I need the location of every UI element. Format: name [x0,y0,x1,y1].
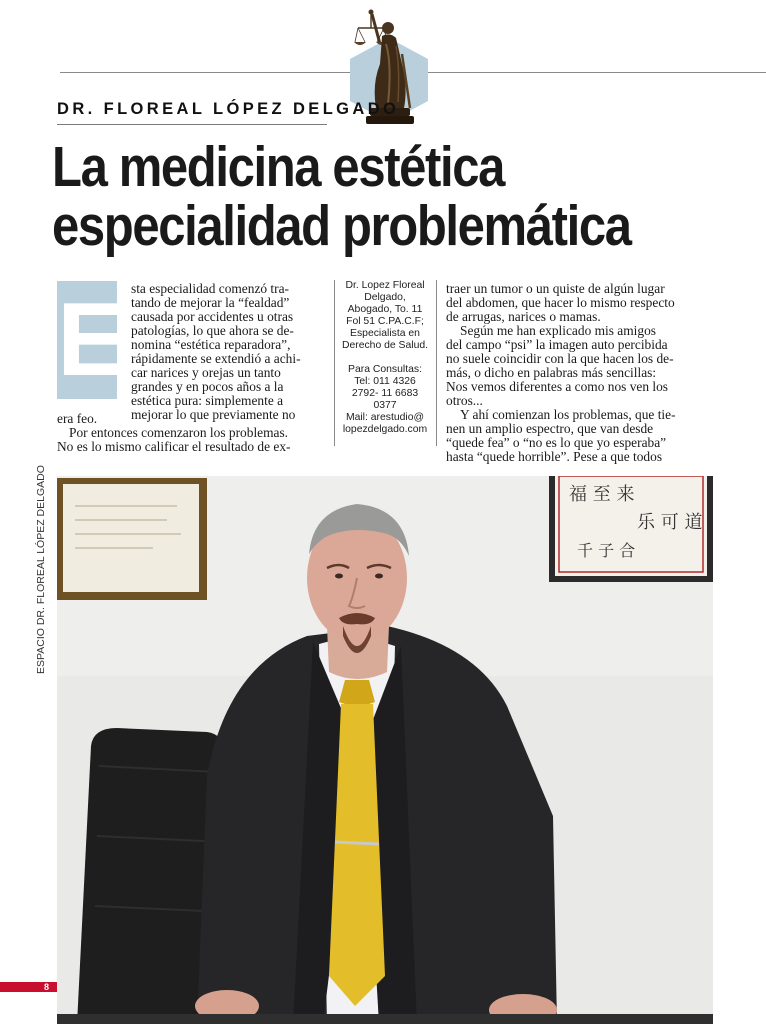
article-line: Y ahí comienzan los problemas, que tie- [460,407,676,422]
sidebar-line: Para Consultas: [348,364,422,375]
sidebar-line: Fol 51 C.PA.C.F; [346,316,424,327]
article-line: grandes y en pocos años a la [131,379,284,394]
article-line: Según me han explicado mis amigos [460,323,656,338]
page-number: 8 [44,982,50,992]
article-line: nomina “estética reparadora”, [131,337,291,352]
sidebar-line: 2792- 11 6683 [351,388,419,399]
article-line: sta especialidad comenzó tra- [131,281,290,296]
svg-text:乐 可 道: 乐 可 道 [637,512,703,533]
headline [52,135,631,258]
column-divider-right [436,280,437,446]
article-line: del campo “psi” la imagen auto percibida [446,337,668,352]
sidebar-line: Especialista en [350,328,420,339]
article-line: tando de mejorar la “fealdad” [131,295,290,310]
article-line: estética pura: simplemente a [131,393,284,408]
article-line: otros... [446,393,483,408]
article-line: hasta “quede horrible”. Pese a que todos [446,449,663,464]
article-line: nen un amplio espectro, que van desde [446,421,654,436]
sidebar-line: Mail: arestudio@ [345,412,425,423]
sidebar-line: Delgado, [364,292,406,303]
article-line: traer un tumor o un quiste de algún lugar [446,281,665,296]
article-line: No es lo mismo calificar el resultado de ex- [57,439,291,454]
article-line: de arrugas, narices o mamas. [446,309,601,324]
sidebar-line: lopezdelgado.com [342,424,428,435]
sidebar-line: Derecho de Salud. [341,340,429,351]
header-rule-left [60,72,352,73]
headline-line: especialidad problemática [52,194,631,258]
sidebar-gap [334,352,436,364]
sidebar-line: Tel: 011 4326 [354,376,416,387]
headline-line: La medicina estética [52,135,505,199]
portrait-photo [57,476,713,1024]
portrait-illustration [57,476,713,1024]
sidebar-line: Dr. Lopez Floreal [345,280,425,291]
svg-text:福 至 来: 福 至 来 [569,484,635,505]
author-sidebar [334,280,436,436]
sidebar-line: Abogado, To. 11 [347,304,423,315]
article-line: mejorar lo que previamente no [131,407,296,422]
author-underline [57,124,327,125]
article-line: no suele coincidir con la que hacen los de- [446,351,674,366]
section-side-label: ESPACIO DR. FLOREAL LÓPEZ DELGADO [35,465,47,674]
article-line: car narices y orejas un tanto [131,365,281,380]
article-line: patologías, lo que ahora se de- [131,323,294,338]
article-line: Por entonces comenzaron los problemas. [69,425,289,440]
article-line: era feo. [57,411,98,426]
article-line: causada por accidentes u otras [131,309,294,324]
author-name: DR. FLOREAL LÓPEZ DELGADO [57,100,400,118]
header-rule-right [428,72,766,73]
article-line: Nos vemos diferentes a como nos ven los [446,379,669,394]
article-line: rápidamente se extendió a achi- [131,351,301,366]
drop-cap: E [57,282,127,398]
article-line: más, o dicho en palabras más sencillas: [446,365,657,380]
svg-text:千 子 合: 千 子 合 [577,541,636,560]
sidebar-line: 0377 [373,400,397,411]
article-line: “quede fea” o “no es lo que yo esperaba” [446,435,667,450]
article-line: del abdomen, que hacer lo mismo respecto [446,295,675,310]
